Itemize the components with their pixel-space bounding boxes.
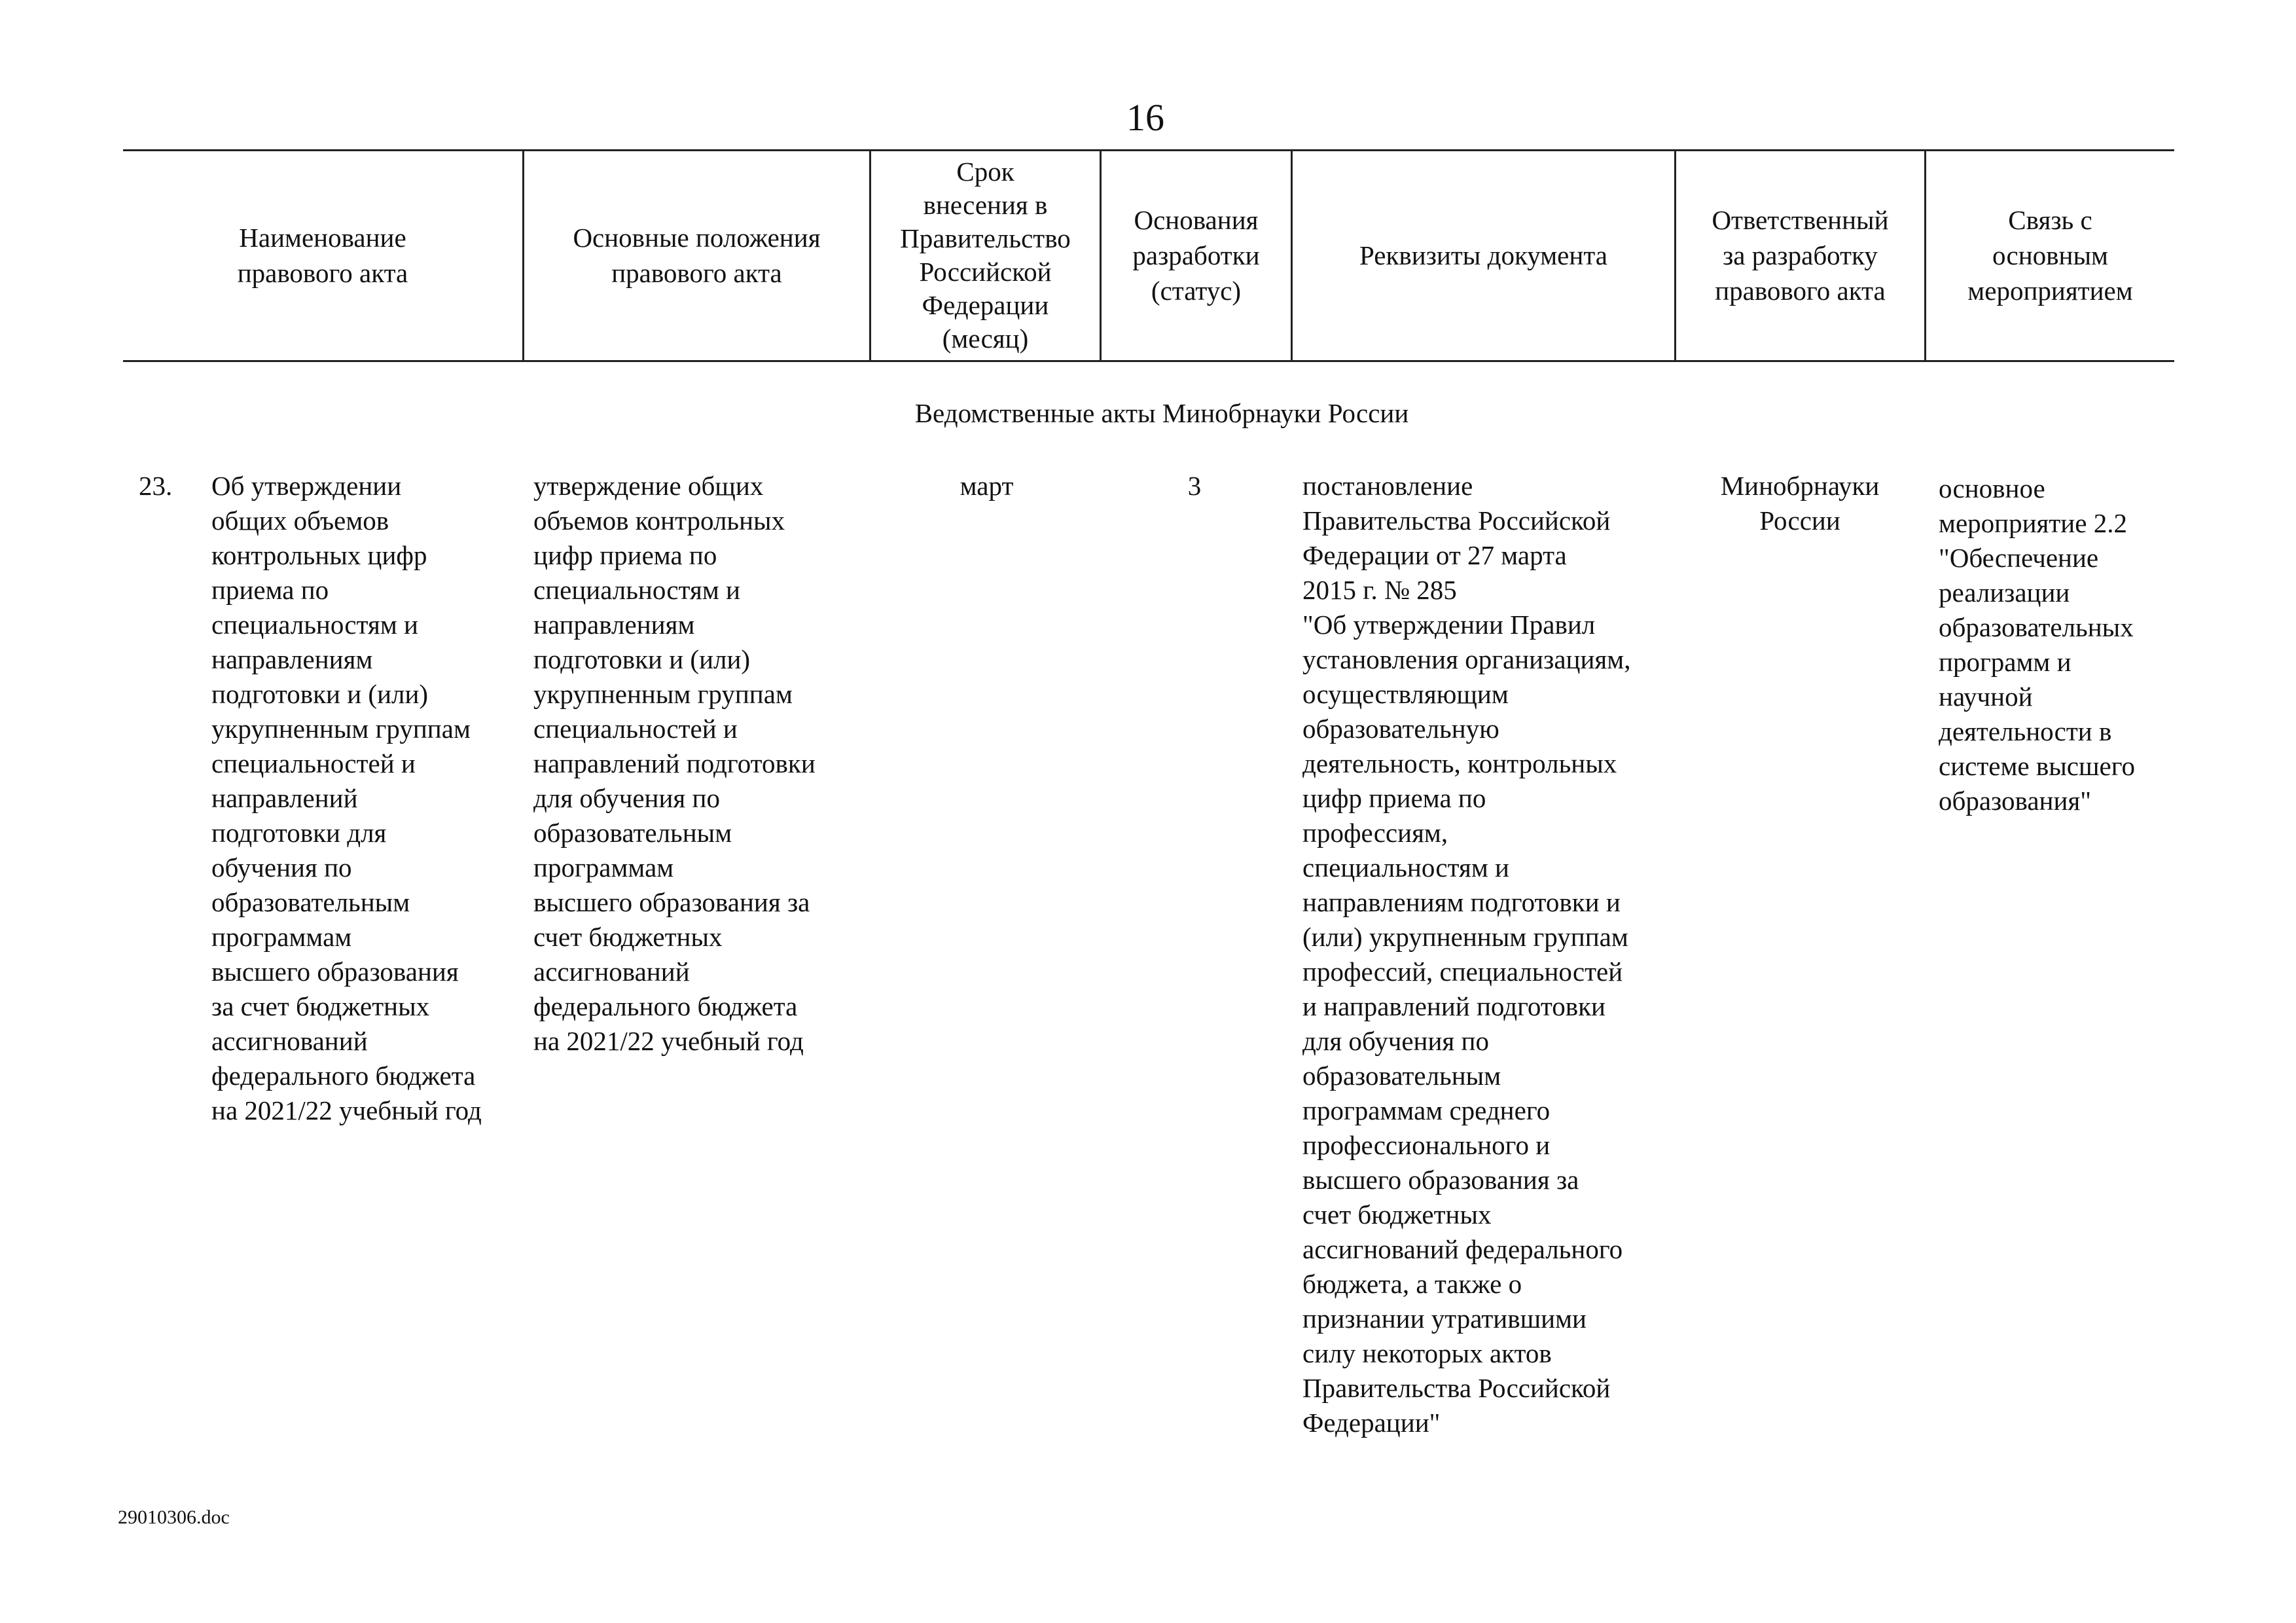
cell-requisites: постановление Правительства Российской Федерации от 27 марта 2015 г. № 285 "Об утверждении Правил установления организациям, осуществляющим образовательную деятельность, контрольных цифр приема по профессиям, специальностям и направлениям подготовки и (или) укрупненным группам профессий, специальностей и направлений подготовки для обучения по образовательным программам среднего профессионального и высшего образования за счет бюджетных ассигнований федерального бюджета, а также о признании утратившими силу некоторых актов Правительства Российской Федерации"	[1302, 471, 1631, 1438]
header-name: Наименование правового акта	[237, 223, 408, 288]
header-deadline: Срок внесения в Правительство Российской Федерации (месяц)	[900, 156, 1071, 354]
page-number: 16	[1126, 96, 1164, 139]
cell-provisions: утверждение общих объемов контрольных цифр приема по специальностям и направлениям подготовки и (или) укрупненным группам специальностей и направлений подготовки для обучения по образовательным программам высшего образования за счет бюджетных ассигнований федерального бюджета на 2021/22 учебный год	[533, 471, 816, 1056]
header-top-rule	[123, 149, 2174, 151]
header-link: Связь с основным мероприятием	[1967, 205, 2133, 306]
cell-link: основное мероприятие 2.2 "Обеспечение реализации образовательных программ и научной деятельности в системе высшего образования"	[1939, 473, 2136, 816]
row-number: 23.	[139, 471, 173, 501]
header-responsible: Ответственный за разработку правового акта	[1712, 205, 1889, 306]
section-title: Ведомственные акты Минобрнауки России	[914, 398, 1409, 428]
cell-deadline: март	[960, 471, 1014, 501]
header-basis: Основания разработки (статус)	[1132, 205, 1260, 306]
footer-filename: 29010306.doc	[118, 1506, 230, 1528]
header-requisites: Реквизиты документа	[1359, 240, 1607, 270]
cell-responsible: Минобрнауки России	[1720, 471, 1880, 536]
cell-basis: 3	[1187, 471, 1202, 501]
header-provisions: Основные положения правового акта	[573, 223, 821, 288]
cell-name: Об утверждении общих объемов контрольных цифр приема по специальностям и направлениям подготовки и (или) укрупненным группам специальностей и направлений подготовки для обучения по образовательным программам высшего образования за счет бюджетных ассигнований федерального бюджета на 2021/22 учебный год	[211, 471, 482, 1125]
header-bottom-rule	[123, 360, 2174, 362]
